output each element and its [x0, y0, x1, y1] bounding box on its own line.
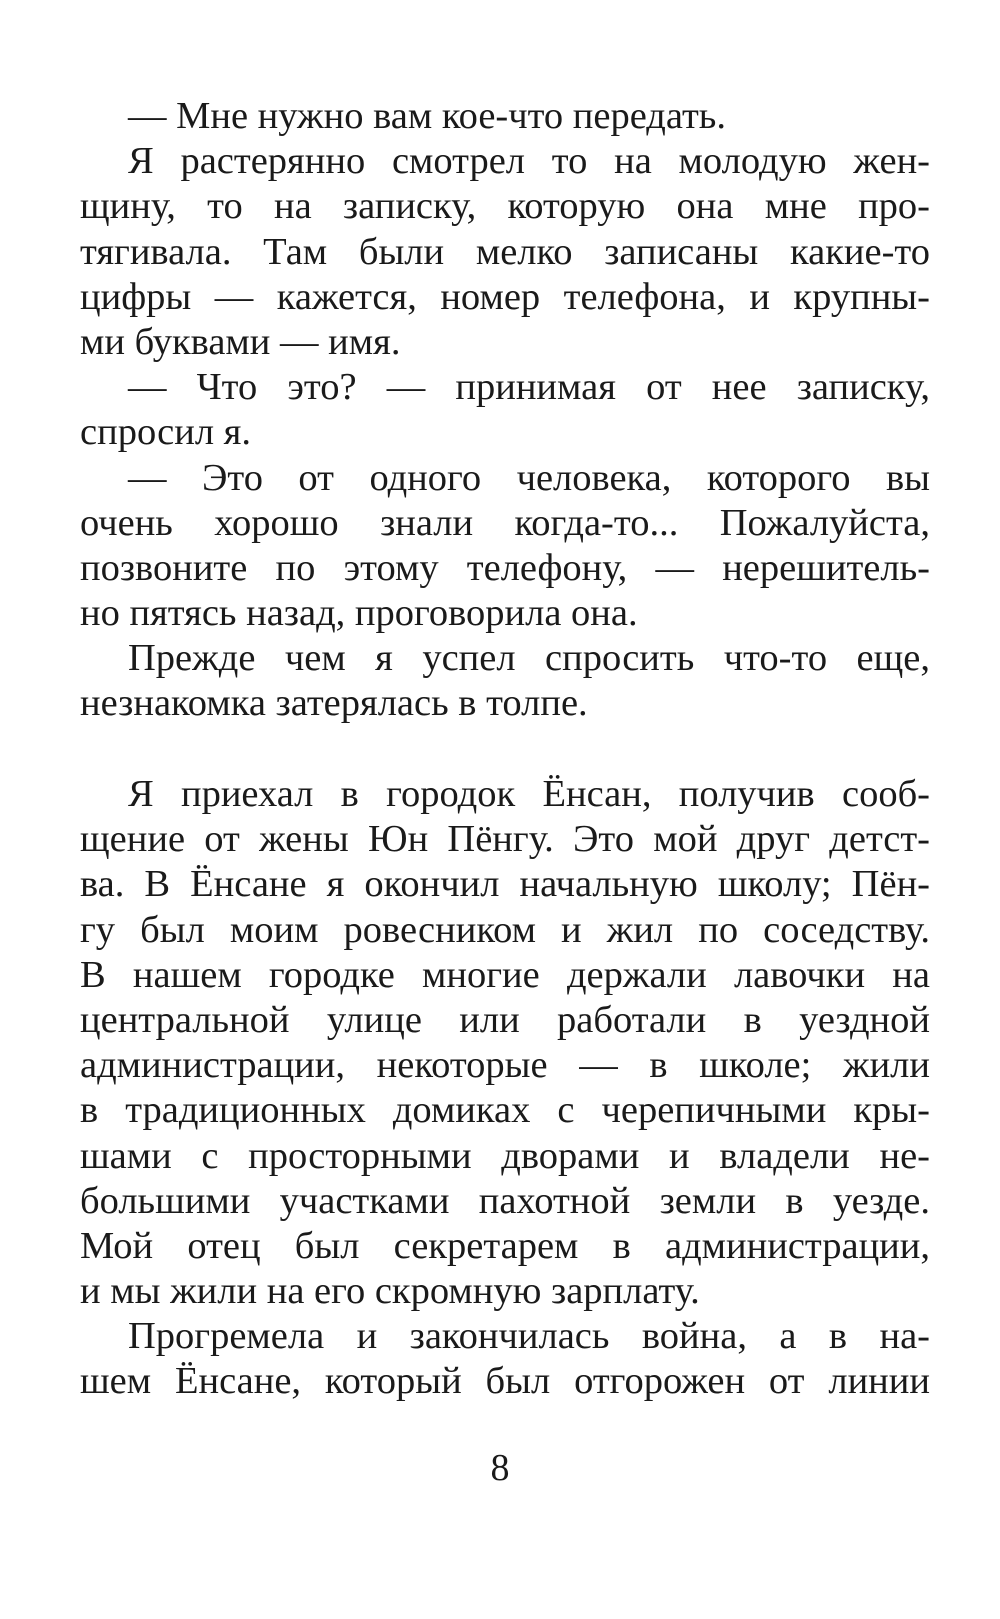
text-block-top	[80, 94, 930, 727]
text-line: — Это от одного человека, которого вы	[128, 456, 930, 499]
paragraph	[80, 456, 930, 637]
text-line: спросил я.	[80, 411, 252, 454]
text-line: ми буквами — имя.	[80, 320, 401, 363]
text-line: но пятясь назад, проговорила она.	[80, 592, 638, 635]
text-block-bottom	[80, 772, 930, 1405]
paragraph	[80, 1314, 930, 1404]
text-line: Мой отец был секретарем в администрации,	[80, 1224, 930, 1267]
paragraph	[80, 636, 930, 726]
text-line: шами с просторными дворами и владели не-	[80, 1134, 930, 1177]
paragraph	[80, 94, 930, 139]
text-line: — Мне нужно вам кое-что передать.	[128, 95, 726, 137]
text-line: ва. В Ёнсане я окончил начальную школу; Пён-	[80, 863, 930, 906]
text-line: центральной улице или работали в уездной	[80, 998, 930, 1041]
text-line: очень хорошо знали когда-то... Пожалуйста,	[80, 501, 930, 544]
text-line: шем Ёнсане, который был отгорожен от линии	[80, 1360, 930, 1403]
text-line: гу был моим ровесником и жил по соседству.	[80, 908, 930, 951]
text-line: незнакомка затерялась в толпе.	[80, 682, 588, 725]
text-line: Я приехал в городок Ёнсан, получив сооб-	[128, 773, 930, 815]
text-line: и мы жили на его скромную зарплату.	[80, 1270, 700, 1313]
text-line: Я растерянно смотрел то на молодую жен-	[128, 140, 930, 183]
text-line: позвоните по этому телефону, — нерешитель-	[80, 546, 930, 589]
text-line: цифры — кажется, номер телефона, и крупны-	[80, 275, 930, 318]
text-line: тягивала. Там были мелко записаны какие-то	[80, 230, 930, 273]
text-line: Прогремела и закончилась война, а в на-	[128, 1315, 930, 1358]
text-line: щину, то на записку, которую она мне про-	[80, 185, 930, 228]
text-line: в традиционных домиках с черепичными кры-	[80, 1089, 930, 1132]
paragraph	[80, 139, 930, 365]
text-line: В нашем городке многие держали лавочки на	[80, 953, 930, 996]
paragraph	[80, 365, 930, 455]
text-line: щение от жены Юн Пёнгу. Это мой друг детст-	[80, 818, 930, 861]
page-number: 8	[490, 1447, 510, 1489]
text-line: большими участками пахотной земли в уезде.	[80, 1179, 930, 1222]
text-line: Прежде чем я успел спросить что-то еще,	[128, 637, 930, 680]
text-line: администрации, некоторые — в школе; жили	[80, 1044, 930, 1087]
text-line: — Что это? — принимая от нее записку,	[128, 366, 930, 409]
paragraph	[80, 772, 930, 1314]
